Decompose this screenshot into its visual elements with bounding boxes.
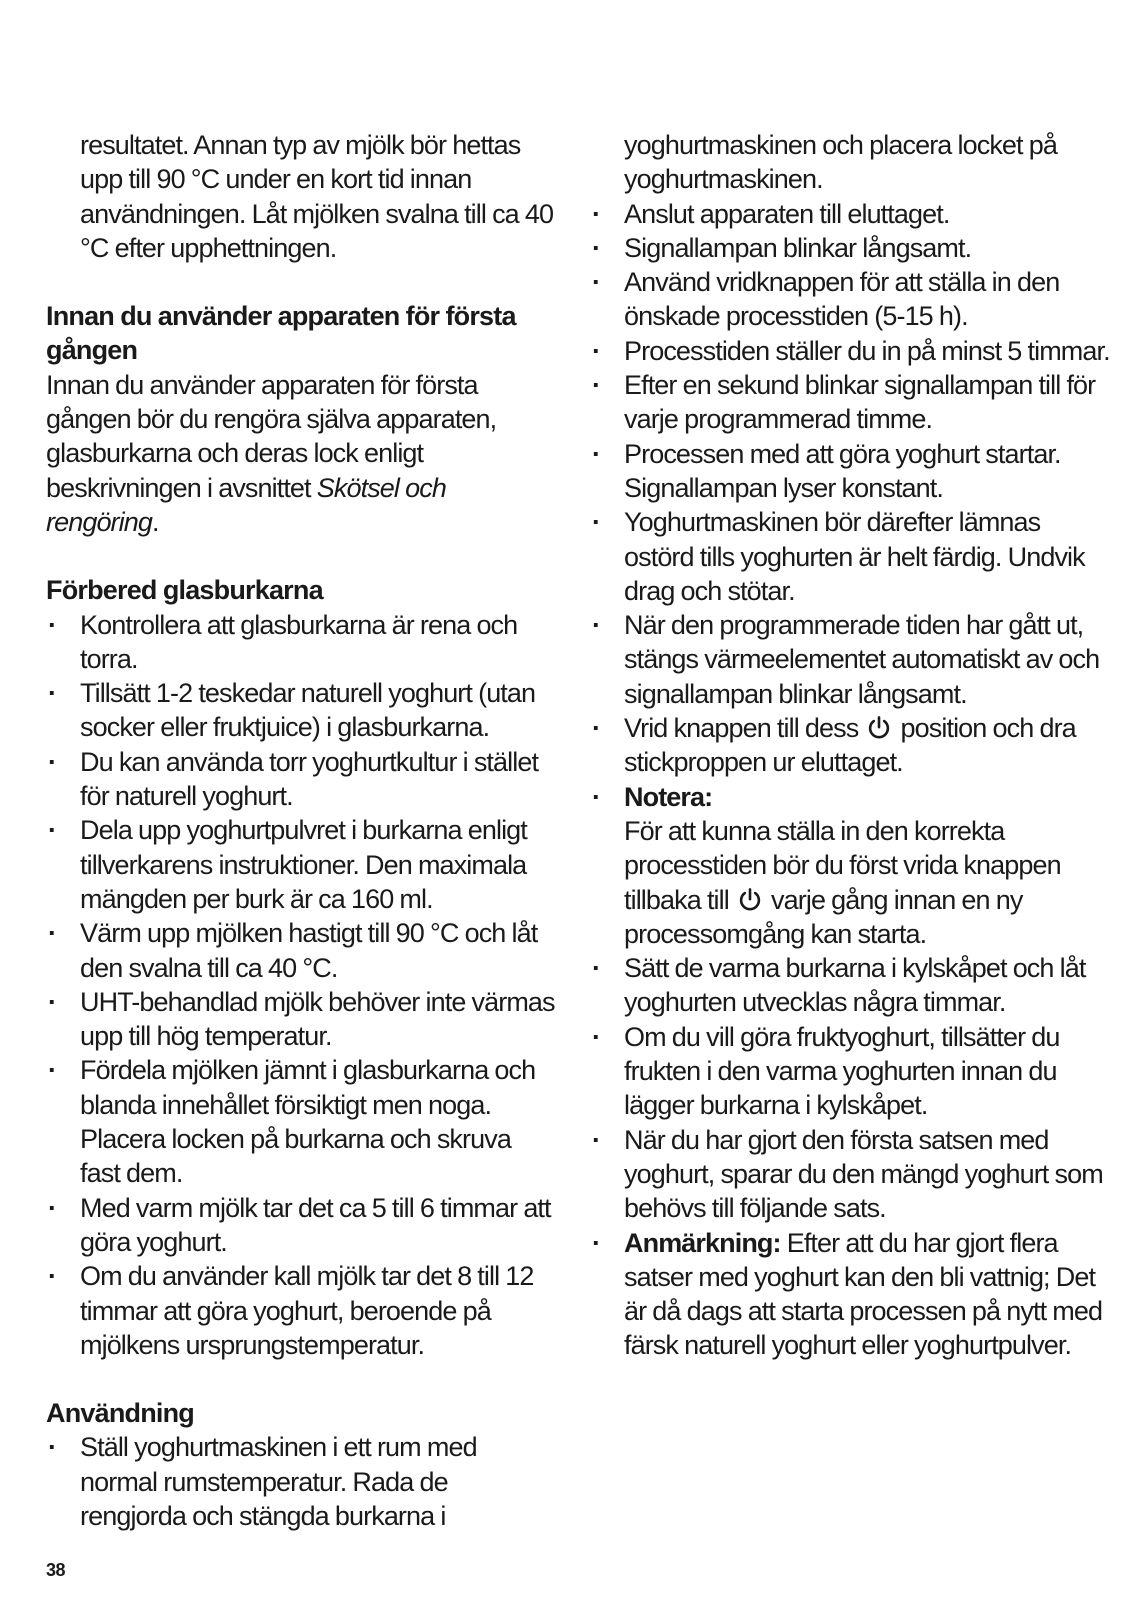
list-item-text: Tillsätt 1-2 teskedar naturell yoghurt (utan socker eller fruktjuice) i glasburkarna. <box>80 678 536 743</box>
list-item-turn-knob <box>590 711 1110 780</box>
continuation-paragraph: resultatet. Annan typ av mjölk bör hettas upp till 90 °C under en kort tid innan användningen. Låt mjölken svalna till ca 40 °C efter upphettningen. <box>80 130 554 263</box>
list-item <box>590 951 1110 1020</box>
list-item <box>590 1020 1110 1123</box>
turn-knob-text-end: position och dra stickproppen ur eluttaget. <box>624 713 1076 778</box>
list-item-text: Dela upp yoghurtpulvret i burkarna enligt tillverkarens instruktioner. Den maximala mängden per burk är ca 160 ml. <box>80 815 527 914</box>
list-item-text: UHT-behandlad mjölk behöver inte värmas upp till hög temperatur. <box>80 986 555 1052</box>
list-item <box>46 608 556 677</box>
bullet: · <box>592 507 601 538</box>
list-item <box>590 197 1110 231</box>
list-item <box>46 916 556 985</box>
bullet: · <box>592 198 601 229</box>
list-item-text: Använd vridknappen för att ställa in den önskade processtiden (5-15 h). <box>624 267 1060 332</box>
list-item <box>46 813 556 916</box>
continuation-paragraph: yoghurtmaskinen och placera locket på yoghurtmaskinen. <box>624 130 1057 195</box>
list-item-text: Yoghurtmaskinen bör därefter lämnas ostörd tills yoghurten är helt färdig. Undvik drag och stötar. <box>624 507 1085 606</box>
remark-text: Efter att du har gjort flera satser med yoghurt kan den bli vattnig; Det är då dags att starta processen på nytt med färsk naturell yoghurt eller yoghurtpulver. <box>624 1227 1103 1361</box>
list-item <box>590 334 1110 368</box>
note-text: För att kunna ställa in den korrekta processtiden bör du först vrida knappen tillbaka till <box>624 815 1061 915</box>
list-item-text: Kontrollera att glasburkarna är rena och torra. <box>80 609 518 674</box>
bullet: · <box>592 781 601 812</box>
list-item <box>590 368 1110 437</box>
list-item <box>46 1191 556 1260</box>
heading-usage: Användning <box>46 1398 194 1429</box>
list-item <box>46 985 556 1054</box>
list-item-text: När den programmerade tiden har gått ut, stängs värmeelementet automatiskt av och signallampan blinkar långsamt. <box>624 610 1100 709</box>
usage-list <box>46 1430 556 1533</box>
note-text-end: varje gång innan en ny processomgång kan starta. <box>624 884 1023 949</box>
right-column <box>590 128 1110 1363</box>
heading-prepare-jars: Förbered glasburkarna <box>46 575 323 606</box>
list-item <box>590 437 1110 506</box>
bullet: · <box>48 1432 57 1463</box>
left-column <box>46 128 556 1533</box>
bullet: · <box>48 1261 57 1292</box>
list-item-text: Fördela mjölken jämnt i glasburkarna och blanda innehållet försiktigt men noga. Placera locken på burkarna och skruva fast dem. <box>80 1055 536 1189</box>
page-number: 38 <box>46 1560 66 1580</box>
list-item-text: Du kan använda torr yoghurtkultur i stället för naturell yoghurt. <box>80 746 539 812</box>
bullet: · <box>592 953 601 984</box>
bullet: · <box>592 1021 601 1052</box>
list-item-text: Sätt de varma burkarna i kylskåpet och låt yoghurten utvecklas några timmar. <box>624 953 1086 1018</box>
list-item <box>590 608 1110 711</box>
bullet: · <box>48 746 57 777</box>
list-item-text: Signallampan blinkar långsamt. <box>624 232 972 263</box>
list-item-note <box>590 780 1110 951</box>
note-label: Notera: <box>624 781 713 812</box>
turn-knob-text: Vrid knappen till dess <box>624 713 865 744</box>
bullet: · <box>48 1055 57 1086</box>
first-use-text: Innan du använder apparaten för första gången bör du rengöra själva apparaten, glasburkarna och deras lock enligt beskrivningen i avsnittet <box>46 369 497 503</box>
bullet: · <box>592 610 601 641</box>
list-item <box>46 745 556 814</box>
list-item-remark <box>590 1226 1110 1363</box>
bullet: · <box>48 815 57 846</box>
list-item <box>46 1430 556 1533</box>
bullet: · <box>592 267 601 298</box>
list-item <box>46 1053 556 1190</box>
bullet: · <box>592 370 601 401</box>
list-item <box>46 676 556 745</box>
bullet: · <box>592 232 601 263</box>
list-item-text: Processtiden ställer du in på minst 5 timmar. <box>624 335 1110 366</box>
remark-label: Anmärkning: <box>624 1227 781 1258</box>
care-section-reference: Skötsel och rengöring <box>46 472 446 537</box>
list-item-text: Ställ yoghurtmaskinen i ett rum med normal rumstemperatur. Rada de rengjorda och stängda burkarna i <box>80 1432 477 1531</box>
usage-steps-list <box>590 197 1110 1363</box>
list-item-text: Värm upp mjölken hastigt till 90 °C och låt den svalna till ca 40 °C. <box>80 918 538 983</box>
list-item <box>590 505 1110 608</box>
list-item-text: Efter en sekund blinkar signallampan till för varje programmerad timme. <box>624 370 1096 435</box>
power-icon <box>866 715 892 741</box>
list-item-text: Anslut apparaten till eluttaget. <box>624 198 950 229</box>
bullet: · <box>592 438 601 469</box>
bullet: · <box>48 678 57 709</box>
list-item <box>590 231 1110 265</box>
list-item-text: Om du vill göra fruktyoghurt, tillsätter du frukten i den varma yoghurten innan du lägger burkarna i kylskåpet. <box>624 1021 1060 1121</box>
power-icon <box>737 887 763 913</box>
bullet: · <box>48 609 57 640</box>
list-item <box>590 265 1110 334</box>
bullet: · <box>48 918 57 949</box>
bullet: · <box>592 1124 601 1155</box>
bullet: · <box>48 986 57 1017</box>
bullet: · <box>592 1227 601 1258</box>
list-item-text: När du har gjort den första satsen med yoghurt, sparar du den mängd yoghurt som behövs till följande sats. <box>624 1124 1103 1224</box>
list-item-text: Processen med att göra yoghurt startar. Signallampan lyser konstant. <box>624 438 1061 503</box>
list-item-text: Med varm mjölk tar det ca 5 till 6 timmar att göra yoghurt. <box>80 1192 551 1257</box>
prepare-list <box>46 608 556 1363</box>
list-item <box>46 1259 556 1362</box>
heading-first-use: Innan du använder apparaten för första gången <box>46 301 516 366</box>
first-use-paragraph <box>46 368 556 539</box>
bullet: · <box>592 713 601 744</box>
first-use-period: . <box>151 506 159 537</box>
bullet: · <box>48 1192 57 1223</box>
list-item-text: Om du använder kall mjölk tar det 8 till 12 timmar att göra yoghurt, beroende på mjölkens ursprungstemperatur. <box>80 1261 534 1360</box>
list-item <box>590 1123 1110 1226</box>
bullet: · <box>592 335 601 366</box>
